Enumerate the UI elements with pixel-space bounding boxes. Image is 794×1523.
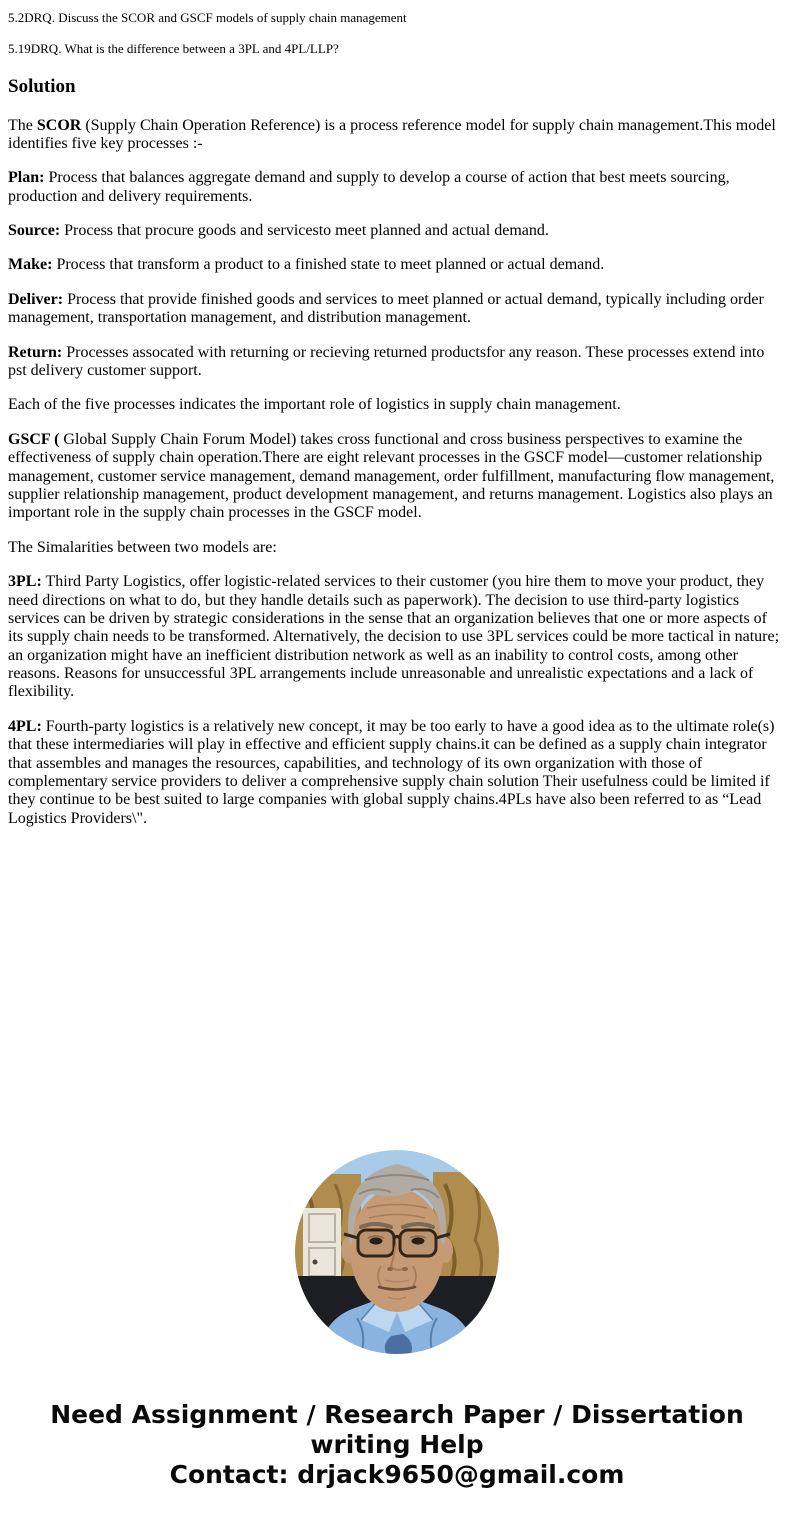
threepl-text: Third Party Logistics, offer logistic-related services to their customer (you hire them to move your product, they need directions on what to do, but they handle details such as paperwork). The decision to use third-party logistics services can be driven by strategic considerations in the sense that an organization believes that one or more aspects of its supply chain needs to be transformed. Alternatively, the decision to use 3PL services could be more tactical in nature; an organization might have an inefficient distribution network as well as an inability to control costs, among other reasons. Reasons for unsuccessful 3PL arrangements include unreasonable and unrealistic expectations and a lack of flexibility. [8, 573, 780, 701]
question-1: 5.2DRQ. Discuss the SCOR and GSCF models of supply chain management [8, 10, 407, 25]
gscf-paragraph [8, 431, 786, 523]
similarities-note: The Simalarities between two models are: [8, 538, 277, 556]
footer-cta [0, 1400, 794, 1490]
intro-post: (Supply Chain Operation Reference) is a process reference model for supply chain management.This model identifies five key processes :- [8, 116, 776, 152]
footer-heading-line2: writing Help [310, 1430, 484, 1459]
process-make-label: Make: [8, 256, 53, 274]
process-make-text: Process that transform a product to a finished state to meet planned or actual demand. [52, 256, 605, 274]
intro-pre: The [8, 116, 37, 134]
process-source-text: Process that procure goods and servicesto meet planned and actual demand. [60, 222, 549, 240]
scor-term: SCOR [36, 116, 82, 134]
footer-contact-email: Contact: drjack9650@gmail.com [169, 1460, 625, 1489]
intro-paragraph [8, 117, 786, 154]
process-return-label: Return: [8, 343, 63, 361]
process-plan-text: Process that balances aggregate demand and supply to develop a course of action that best meets sourcing, production and delivery requirements. [8, 169, 730, 205]
fourpl-paragraph [8, 718, 786, 828]
process-deliver-label: Deliver: [8, 290, 64, 308]
process-source-paragraph [8, 222, 786, 240]
question-2: 5.19DRQ. What is the difference between a 3PL and 4PL/LLP? [8, 41, 339, 57]
footer-heading-line1: Need Assignment / Research Paper / Dissertation [50, 1400, 744, 1429]
process-plan-label: Plan: [8, 169, 45, 187]
process-source-label: Source: [8, 222, 61, 240]
gscf-label: GSCF ( [8, 430, 60, 448]
logistics-note: Each of the five processes indicates the important role of logistics in supply chain management. [8, 396, 621, 414]
fourpl-label: 4PL: [8, 717, 42, 735]
process-return-paragraph [8, 344, 786, 381]
process-deliver-text: Process that provide finished goods and services to meet planned or actual demand, typically including order management, transportation management, and distribution management. [8, 290, 764, 327]
process-make-paragraph [8, 256, 786, 274]
process-deliver-paragraph [8, 291, 786, 328]
gscf-text: Global Supply Chain Forum Model) takes cross functional and cross business perspectives to examine the effectiveness of supply chain operation.There are eight relevant processes in the GSCF model—customer relationship management, customer service management, demand management, order fulfillment, manufacturing flow management, supplier relationship management, product development management, and returns management. Logistics also plays an important role in the supply chain processes in the GSCF model. [8, 430, 775, 522]
threepl-paragraph [8, 573, 786, 702]
process-return-text: Processes assocated with returning or recieving returned productsfor any reason. These processes extend into pst delivery customer support. [8, 343, 765, 380]
tutor-portrait-photo [295, 1150, 499, 1354]
solution-heading: Solution [8, 75, 76, 97]
threepl-label: 3PL: [8, 573, 42, 591]
tutor-portrait-illustration [295, 1150, 499, 1354]
process-plan-paragraph [8, 169, 786, 206]
fourpl-text: Fourth-party logistics is a relatively new concept, it may be too early to have a good idea as to the ultimate role(s) that these intermediaries will play in effective and efficient supply chains.it can be defined as a supply chain integrator that assembles and manages the resources, capabilities, and technology of its own organization with those of complementary service providers to deliver a comprehensive supply chain solution Their usefulness could be limited if they continue to be best suited to large companies with global supply chains.4PLs have also been referred to as “Lead Logistics Providers\". [8, 717, 775, 827]
